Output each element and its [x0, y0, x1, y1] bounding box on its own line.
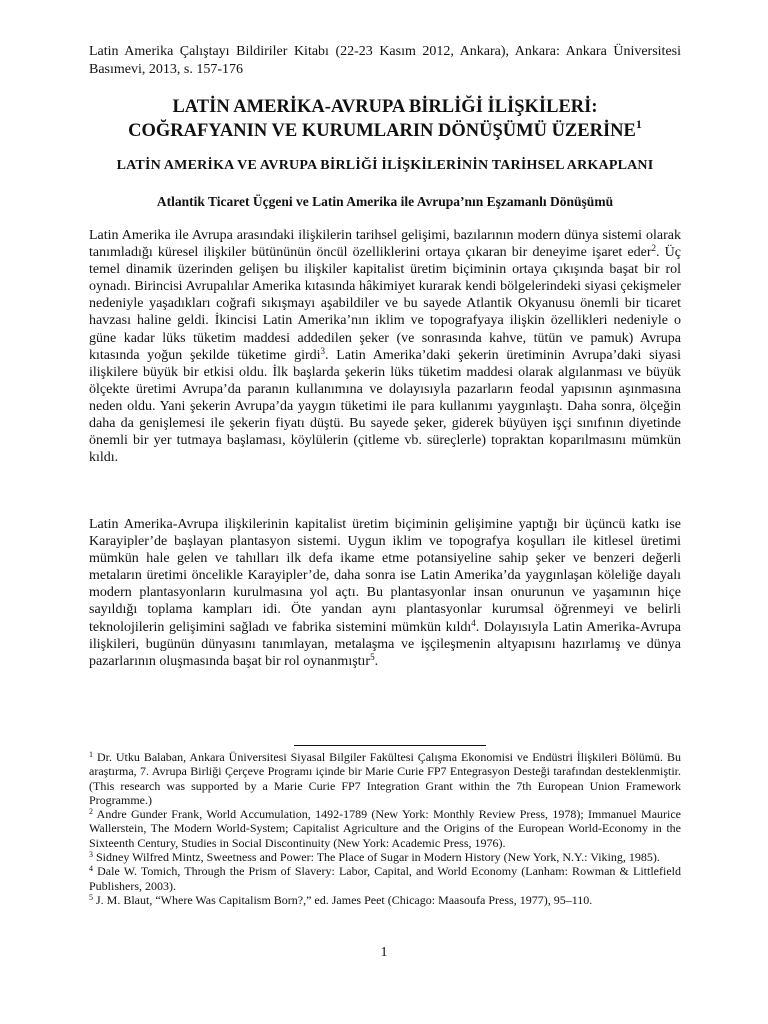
- paragraph-text: Latin Amerika-Avrupa ilişkilerinin kapitalist üretim biçiminin gelişimine yaptığı bir üçüncü katkı ise Karayipler’de başlayan plantasyon sistemi. Uygun iklim ve topografya koşulları ile kitlesel üretimi mümkün hale gelen ve tahılları ilk defa ikame etme potansiyeline sahip şeker ve benzeri değerli metaların üretimi öncelikle Karayipler’de, daha sonra ise Latin Amerika’da yaygınlaşan köleliğe dayalı modern plantasyonların kurulmasına yol açtı. Bu plantasyonlar insan onurunun ve yaşamının hiçe sayıldığı toplama kampları idi. Öte yandan aynı plantasyonlar kurumsal öğrenmeyi ve belirli teknolojilerin gelişimini sağladı ve fabrika sistemini mümkün kıldı: [89, 517, 681, 635]
- page-number: 1: [380, 945, 388, 960]
- footnote-text: Andre Gunder Frank, World Accumulation, 1492-1789 (New York: Monthly Review Press, 1978); Immanuel Maurice Wallerstein, The Modern World-System; Capitalist Agriculture and the Origins of the European World-Economy in the Sixteenth Century, Studies in Social Discontinuity (New York: Academic Press, 1976).: [89, 807, 681, 850]
- footnote-text: J. M. Blaut, “Where Was Capitalism Born?,” ed. James Peet (Chicago: Maasoufa Press, 1977), 95–110.: [96, 892, 593, 907]
- footnote-ref-5[interactable]: 5: [370, 651, 375, 662]
- section-title: LATİN AMERİKA VE AVRUPA BİRLİĞİ İLİŞKİLERİNİN TARİHSEL ARKAPLANI: [116, 158, 654, 173]
- footnote-4: [89, 864, 681, 893]
- footnote-separator: [294, 745, 486, 746]
- footnote-number: 5: [89, 892, 93, 902]
- footnote-ref-2[interactable]: 2: [651, 243, 657, 254]
- paragraph-text: . Dolayısıyla Latin Amerika-Avrupa ilişkileri, bugünün dünyasını tanımlayan, metalaşma ve işçileşmenin altyapısını hazırlamış ve dünya pazarlarının oluşmasında başat bir rol oynanmıştır: [89, 619, 681, 669]
- body-paragraph-2: [89, 516, 681, 670]
- title-line-2: COĞRAFYANIN VE KURUMLARIN DÖNÜŞÜMÜ ÜZERİNE: [128, 121, 636, 141]
- footnote-5: [89, 893, 681, 907]
- paper-title: [89, 95, 681, 143]
- source-citation: Latin Amerika Çalıştayı Bildiriler Kitabı (22-23 Kasım 2012, Ankara), Ankara: Ankara Üniversitesi Basımevi, 2013, s. 157-176: [89, 44, 681, 77]
- footnote-ref-3[interactable]: 3: [320, 345, 326, 356]
- footnote-ref-4[interactable]: 4: [471, 617, 476, 628]
- footnote-2: [89, 807, 681, 850]
- footnote-number: 4: [89, 864, 93, 874]
- paragraph-text: Latin Amerika ile Avrupa arasındaki ilişkilerin tarihsel gelişimi, bazılarının modern dünya sistemi olarak tanımladığı küresel ilişkiler bütününün öncül özelliklerini ortaya çıkaran bir deneyime işaret eder: [89, 228, 681, 261]
- footnote-number: 3: [89, 850, 93, 860]
- paragraph-text: . Latin Amerika’daki şekerin üretiminin Avrupa’daki siyasi ilişkilere büyük bir etkisi oldu. İlk başlarda şekerin lüks tüketim maddesi olarak algılanması ve büyük ölçekte üretimi Avrupa’da paranın kullanımına ve dolayısıyla pazarların feodal yapısının aşınmasına neden oldu. Yani şekerin Avrupa’da yaygın tüketimi ile para kullanımı yaygınlaştı. Daha sonra, ölçeğin daha da genişlemesi ile şekerin fiyatı düştü. Bu sayede şeker, giderek büyüyen işçi sınıfının diyetinde önemli bir yer tutmaya başlaması, köylülerin (çitleme vb. süreçlerle) topraktan koparılmasını mümkün kıldı.: [89, 347, 681, 466]
- body-paragraph-1: [89, 227, 681, 466]
- footnote-text: Dr. Utku Balaban, Ankara Üniversitesi Siyasal Bilgiler Fakültesi Çalışma Ekonomisi ve Endüstri İlişkileri Bölümü. Bu araştırma, 7. Avrupa Birliği Çerçeve Programı içinde bir Marie Curie FP7 Entegrasyon Desteği tarafından desteklenmiştir. (This research was supported by a Marie Curie FP7 Integration Grant within the 7th European Union Framework Programme.): [89, 750, 681, 807]
- footnote-number: 1: [89, 750, 93, 759]
- subsection-heading: Atlantik Ticaret Üçgeni ve Latin Amerika ile Avrupa’nın Eşzamanlı Dönüşümü: [156, 194, 614, 209]
- paragraph-text: . Üç temel dinamik üzerinden gelişen bu ilişkiler kapitalist üretim biçiminin ortaya çıkışında başat bir rol oynadı. Birincisi Avrupalılar Amerika kıtasında hâkimiyet kurarak kendi bölgelerindeki siyasi çekişmeler nedeniyle yaşadıkları coğrafi sıkışmayı aşabildiler ve bu sayede Atlantik Okyanusu önemli bir ticaret havzası haline geldi. İkincisi Latin Amerika’nın iklim ve topografyaya ilişkin özellikleri nedeniyle o güne kadar lüks tüketim maddesi addedilen şeker (ve sonrasında kahve, tütün ve pamuk) Avrupa kıtasında yoğun şekilde tüketime girdi: [89, 245, 681, 363]
- footnote-text: Dale W. Tomich, Through the Prism of Slavery: Labor, Capital, and World Economy (Lanham: Rowman & Littlefield Publishers, 2003).: [89, 864, 681, 893]
- footnotes: [89, 750, 681, 907]
- footnote-1: [89, 750, 681, 807]
- title-line-1: LATİN AMERİKA-AVRUPA BİRLİĞİ İLİŞKİLERİ:: [172, 97, 598, 117]
- footnote-text: Sidney Wilfred Mintz, Sweetness and Power: The Place of Sugar in Modern History (New York, N.Y.: Viking, 1985).: [96, 850, 660, 865]
- title-footnote-ref[interactable]: 1: [635, 117, 642, 131]
- paragraph-text: .: [374, 653, 379, 669]
- footnote-3: [89, 850, 681, 864]
- footnote-number: 2: [89, 807, 93, 817]
